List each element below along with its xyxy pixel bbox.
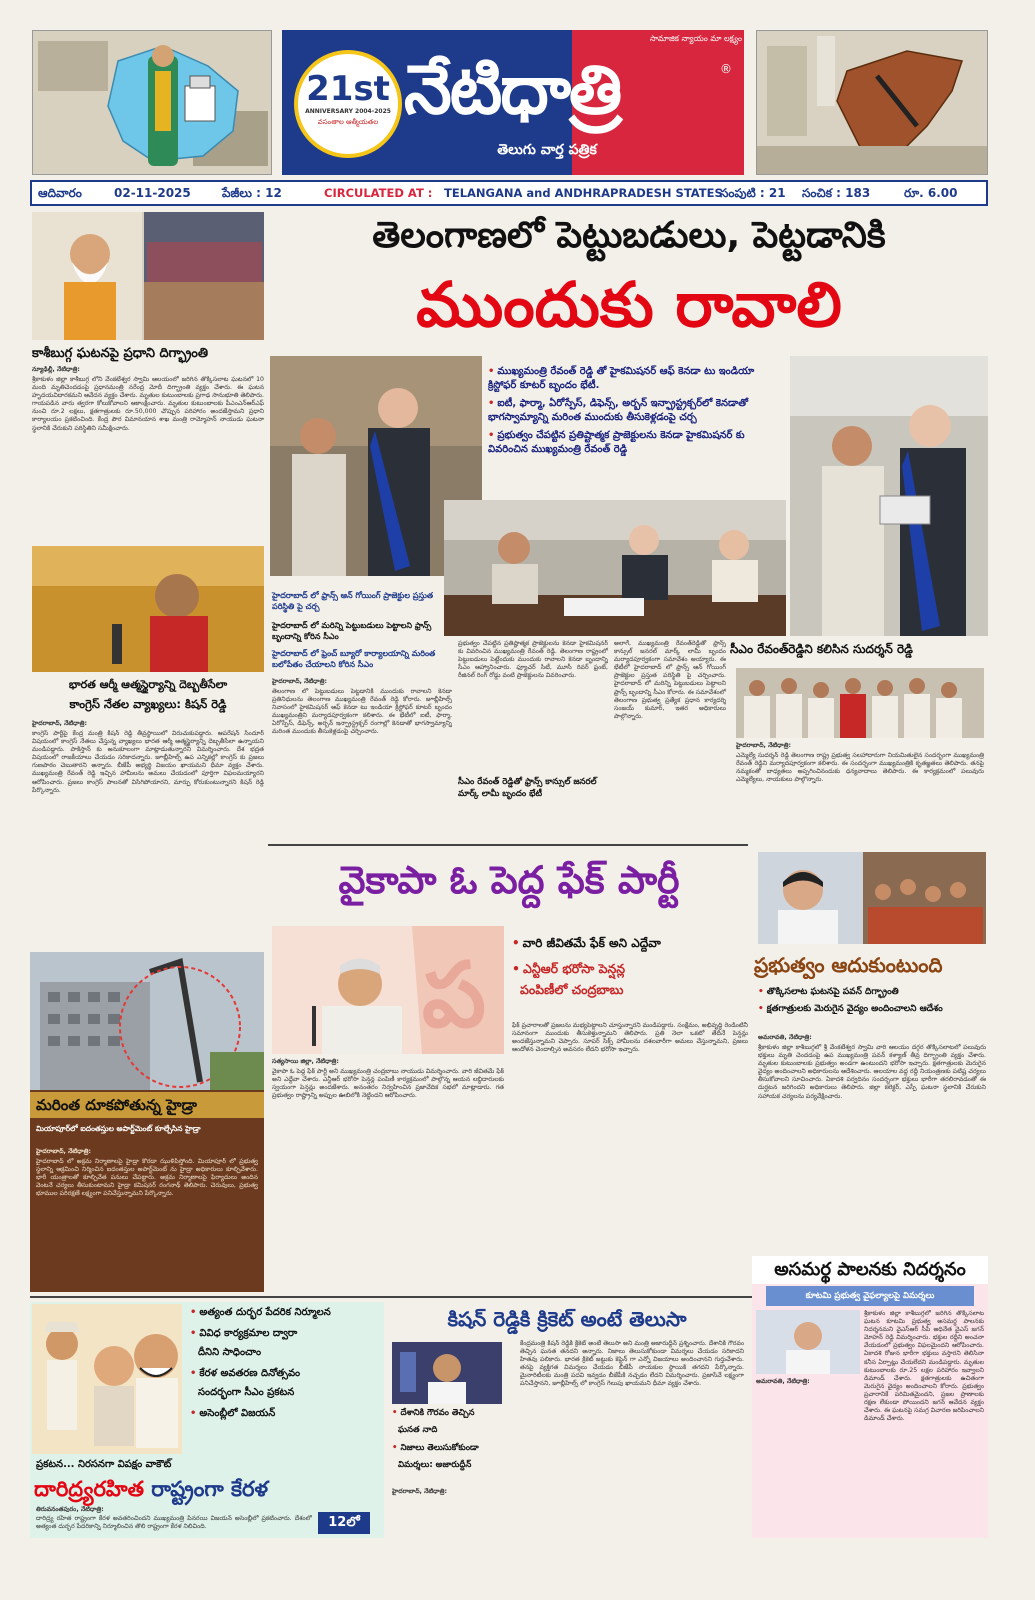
anniversary-badge <box>294 50 402 158</box>
hydra-headline: మరింత దూకపోతున్న హైడ్రా <box>30 1092 264 1118</box>
circulated-states: TELANGANA and ANDHRAPRADESH STATES <box>444 186 723 200</box>
lead-body-3: అలాగే, ముఖ్యమంత్రి రేవంత్‌రెడ్డితో ఫ్రాన్స్ కాన్సుల్ జనరల్ మార్క్ లామీ బృందం మర్యాదపూర్వకంగా సమావేశం అయ్యారు. ఈ భేటీలో హైదరాబాద్ లో ఫ్రాన్స్ ఆన్ గోయింగ్ ప్రాజెక్టుల ప్రస్తుత పరిస్థితి పై చర్చించారు. హైదరాబాద్ లో మరిన్ని పెట్టుబడులు పెట్టాలని ఫ్రాన్స్ బృందాన్ని సీఎం కోరారు. ఈ సమావేశంలో తెలంగాణ ప్రభుత్వ ప్రత్యేక ప్రధాన కార్యదర్శి సంజయ్ కుమార్, ఇతర అధికారులు పాల్గొన్నారు. <box>614 640 726 720</box>
lead-body-1: తెలంగాణ లో పెట్టుబడులు పెట్టడానికి ముందుకు రావాలని కెనడా ప్రతినిధులను తెలంగాణ ముఖ్యమంత్రి రేవంత్ రెడ్డి కోరారు. జూబ్లీహిల్స్ నివాసంలో హైకమిషనర్ ఆఫ్ కెనడా టు ఇండియా క్రిస్టోఫర్ కూటర్ బృందం ముఖ్యమంత్రిని మర్యాదపూర్వకంగా కలిశారు. ఈ భేటీలో ఐటీ, ఫార్మా, ఏరోస్పేస్, డిఫెన్స్, అర్బన్ ఇన్ఫ్రాస్ట్రక్చర్ రంగాల్లో కెనడాతో భాగస్వామ్యాన్ని మరింత ముందుకు తీసుకెళ్లడంపై చర్చించారు. <box>272 688 452 736</box>
kerala-bullet-2-cont: దీనిని సాధించాం <box>198 1347 262 1358</box>
lead-body-2: ప్రభుత్వం చేపట్టిన ప్రతిష్టాత్మక ప్రాజెక్టులను కెనడా హైకమిషనర్ కు వివరించిన ముఖ్యమంత్రి రేవంత్ రెడ్డి. తెలంగాణ రాష్ట్రంలో పెట్టుబడులు పెట్టేందుకు ముందుకు రావాలని కెనడా బృందాన్ని సీఎం ఆహ్వానించారు. ఫ్యూచర్ సిటీ, మూసీ రివర్ ఫ్రంట్, రీజినల్ రింగ్ రోడ్డు వంటి ప్రాజెక్టులను వివరించారు. <box>458 640 608 680</box>
fake-party-bullet-2-line2: పంపిణీలో చంద్రబాబు <box>520 982 624 997</box>
fake-party-bullet-2 <box>512 962 748 1001</box>
lead-bullets <box>488 365 784 457</box>
modi-photo <box>32 212 264 340</box>
azhar-bullet-1-cont: ఘనత నాది <box>398 1425 438 1435</box>
kerala-cartoon-illustration <box>32 1304 182 1454</box>
fake-party-headline: వైకాపా ఓ పెద్ద ఫేక్ పార్టీ <box>338 858 680 902</box>
issue-number: సంచిక : 183 <box>802 186 871 200</box>
registered-mark: ® <box>720 62 732 76</box>
fake-party-body-2: ఫేక్ ప్రచారాలతో ప్రజలను మభ్యపెట్టాలని చూస్తున్నారని మండిపడ్డారు. సంక్షేమం, అభివృద్ధి రెండింటినీ సమానంగా ముందుకు తీసుకెళ్తున్నామని తెలిపారు. ప్రతి నెలా ఒకటో తేదీనే పెన్షన్లు అందజేస్తున్నామని చెప్పారు. సూపర్ సిక్స్ హామీలను దశలవారీగా అమలు చేస్తున్నామని, ప్రజలు ఆందోళన చెందాల్సిన అవసరం లేదని భరోసా ఇచ్చారు. <box>512 1022 748 1054</box>
pawan-headline: ప్రభుత్వం ఆదుకుంటుంది <box>754 953 943 977</box>
kerala-bullet-3: • కేరళ అవతరణ దినోత్సవం <box>190 1367 382 1380</box>
kerala-story <box>30 1302 384 1538</box>
lead-headline-small: తెలంగాణలో పెట్టుబడులు, పెట్టడానికి <box>372 215 886 256</box>
lead-subhead-3: హైదరాబాద్ లో ఫ్రెంచ్ బ్యూరో కార్యాలయాన్ని మరింత బలోపేతం చేయాలని కోరిన సీఎం <box>272 649 436 669</box>
fake-party-bullet-1-text: • వారి జీవితమే ఫేక్ అని ఎద్దేవా <box>512 936 748 950</box>
kishan-story-body: కాంగ్రెస్ పార్టీపై కేంద్ర మంత్రి కిషన్ రెడ్డి తీవ్రస్థాయిలో విరుచుకుపడ్డారు. ఆపరేషన్ సిందూర్ విషయంలో కాంగ్రెస్ నేతలు చేస్తున్న వ్యాఖ్యలు భారత ఆర్మీ ఆత్మస్థైర్యాన్ని దెబ్బతీసేలా ఉన్నాయని మండిపడ్డారు. పాకిస్తాన్ కు అనుకూలంగా మాట్లాడుతున్నారని విమర్శించారు. దేశ భద్రత విషయంలో రాజకీయాలు చేయడం సరికాదన్నారు. జూబ్లీహిల్స్ ఉప ఎన్నికల్లో కాంగ్రెస్ కు ప్రజలు గుణపాఠం చెబుతారని అన్నారు. బీజేపీ అభ్యర్థి విజయం ఖాయమని ధీమా వ్యక్తం చేశారు. ముఖ్యమంత్రి రేవంత్ రెడ్డి ఇచ్చిన హామీలను అమలు చేయడంలో పూర్తిగా విఫలమయ్యారని ఆరోపించారు. ప్రజలు కాంగ్రెస్ పాలనతో విసిగిపోయారని, మార్పు కోరుకుంటున్నారని కిషన్ రెడ్డి పేర్కొన్నారు. <box>32 730 264 794</box>
kerala-headline-blue: రాష్ట్రంగా కేరళ <box>151 1477 269 1501</box>
kerala-bullets <box>190 1306 382 1420</box>
sudarshan-group-photo <box>736 668 984 738</box>
kishan-reddy-photo <box>32 546 264 672</box>
sudarshan-dateline: హైదరాబాద్, నేటిధాత్రి: <box>736 742 791 749</box>
volume: సంపుటి : 21 <box>720 186 786 200</box>
pawan-bullet-1: • తొక్కిసలాట ఘటనపై పవన్ దిగ్భ్రాంతి <box>758 986 986 998</box>
fake-party-bullet-1 <box>512 936 748 950</box>
modi-story-body: శ్రీకాకుళం జిల్లా కాశీబుగ్గ లోని వేంకటేశ్వర స్వామి ఆలయంలో జరిగిన తొక్కిసలాట ఘటనలో 10 మంది మృతిచెందడంపై ప్రధానమంత్రి నరేంద్ర మోదీ దిగ్భ్రాంతి వ్యక్తం చేశారు. ఈ ఘటన హృదయవిదారకమని ఆవేదన వ్యక్తం చేశారు. మృతుల కుటుంబాలకు ప్రగాఢ సానుభూతి తెలిపారు. గాయపడిన వారు త్వరగా కోలుకోవాలని ఆకాంక్షించారు. మృతుల కుటుంబాలకు పీఎంఎన్‌ఆర్ఎఫ్ నుంచి రూ.2 లక్షలు, క్షతగాత్రులకు రూ.50,000 చొప్పున పరిహారం అందజేస్తామని ప్రధాని కార్యాలయం ప్రకటించింది. కేంద్ర పౌర విమానయాన శాఖ మంత్రి రామ్మోహన్ నాయుడు ఘటనా స్థలానికి చేరుకుని పరిస్థితిని సమీక్షించారు. <box>32 376 264 432</box>
logo-block <box>282 30 744 175</box>
pawan-bullet-2: • క్షతగాత్రులకు మెరుగైన వైద్యం అందించాలని ఆదేశం <box>758 1003 986 1015</box>
hydra-demolition-photo <box>30 952 264 1090</box>
kerala-bullet-4: • అసెంబ్లీలో విజయన్ <box>190 1407 382 1420</box>
hydra-dateline: హైదరాబాద్, నేటిధాత్రి: <box>36 1148 91 1155</box>
azhar-headline: కిషన్ రెడ్డికి క్రికెట్ అంటే తెలుసా <box>447 1307 687 1331</box>
hydra-subhead: మియాపూర్‌లో ఐదంతస్తుల అపార్ట్‌మెంట్ కూల్చేసిన హైడ్రా <box>36 1124 201 1133</box>
kerala-headline-red: దారిద్ర్యరహిత <box>34 1477 144 1501</box>
lead-subhead-2: హైదరాబాద్ లో మరిన్ని పెట్టుబడులు పెట్టాలని ఫ్రాన్స్ బృందాన్ని కోరిన సీఎం <box>272 621 432 641</box>
lead-subhead-1: హైదరాబాద్ లో ఫ్రాన్స్ ఆన్ గోయింగ్ ప్రాజెక్టుల ప్రస్తుత పరిస్థితి పై చర్చ <box>272 591 434 611</box>
azhar-bullets <box>392 1408 516 1472</box>
fake-party-dateline: సత్యసాయి జిల్లా, నేటిధాత్రి: <box>272 1058 339 1065</box>
chandrababu-photo <box>272 926 504 1054</box>
pawan-bullets <box>758 986 986 1015</box>
badge-main: 21st <box>306 69 390 109</box>
hydra-story <box>30 952 264 1292</box>
kerala-headline <box>34 1474 384 1504</box>
azhar-bullet-2: • నిజాలు తెలుసుకోకుండా <box>392 1443 516 1454</box>
kerala-bullet-4-cont: ప్రకటన... నిరసనగా విపక్షం వాకౌట్ <box>36 1459 172 1470</box>
hydra-body: హైదరాబాద్ లో అక్రమ నిర్మాణాలపై హైడ్రా కొరడా ఝుళిపిస్తోంది. మియాపూర్ లో ప్రభుత్వ స్థలాన్ని ఆక్రమించి నిర్మించిన ఐదంతస్తుల అపార్ట్‌మెంట్ ను హైడ్రా అధికారులు కూల్చివేశారు. భారీ యంత్రాలతో కూల్చివేత పనులు చేపట్టారు. అక్రమ నిర్మాణాలపై ఫిర్యాదులు అందిన వెంటనే చర్యలు తీసుకుంటామని హైడ్రా కమిషనర్ రంగనాథ్ తెలిపారు. చెరువులు, ప్రభుత్వ భూముల పరిరక్షణే లక్ష్యంగా పనిచేస్తున్నామని పేర్కొన్నారు. <box>36 1158 258 1198</box>
jagan-subhead: కూటమి ప్రభుత్వ వైఫల్యాలపై విమర్శలు <box>766 1286 974 1306</box>
kerala-bullet-1: • అత్యంత దుర్భర పేదరిక నిర్మూలన <box>190 1306 382 1319</box>
fake-party-body-1: వైకాపా ఓ పెద్ద ఫేక్ పార్టీ అని ముఖ్యమంత్రి చంద్రబాబు నాయుడు విమర్శించారు. వారి జీవితమే ఫేక్ అని ఎద్దేవా చేశారు. ఎన్టీఆర్ భరోసా పెన్షన్ల పంపిణీ కార్యక్రమంలో పాల్గొన్న ఆయన లబ్ధిదారులకు స్వయంగా పెన్షన్లు అందజేశారు. అనంతరం నిర్వహించిన ప్రజావేదిక సభలో మాట్లాడారు. గత ప్రభుత్వం రాష్ట్రాన్ని అప్పుల ఊబిలోకి నెట్టిందని ఆరోపించారు. <box>272 1068 504 1100</box>
kerala-dateline: తిరువనంతపురం, నేటిధాత్రి: <box>36 1506 104 1513</box>
azhar-bullet-1: • దేశానికి గౌరవం తెచ్చిన <box>392 1408 516 1419</box>
circulated-label: CIRCULATED AT : <box>324 186 433 200</box>
masthead-subtitle: తెలుగు వార్త పత్రిక <box>497 142 597 158</box>
lead-bullet-3: • ప్రభుత్వం చేపట్టిన ప్రతిష్టాత్మక ప్రాజెక్టులను కెనడా హైకమిషనర్ కు వివరించిన ముఖ్యమంత్రి రేవంత్ రెడ్డి <box>488 429 784 457</box>
kishan-story-dateline: హైదరాబాద్, నేటిధాత్రి: <box>32 720 87 727</box>
masthead-title: నేటిధాత్రి <box>404 51 621 130</box>
kerala-bullet-2: • వివిధ కార్యక్రమాల ద్వారా <box>190 1327 382 1340</box>
pawan-kalyan-photo <box>758 852 986 944</box>
modi-story-headline: కాశీబుగ్గ ఘటనపై ప్రధాని దిగ్భ్రాంతి <box>32 346 209 361</box>
issue-date: 02-11-2025 <box>114 186 191 200</box>
jagan-photo <box>756 1310 860 1374</box>
kishan-story-headline-1: భారత ఆర్మీ ఆత్మస్థైర్యాన్ని దెబ్బతీసేలా <box>68 678 228 691</box>
jagan-dateline: అమరావతి, నేటిధాత్రి: <box>756 1378 810 1385</box>
price: రూ. 6.00 <box>904 186 958 200</box>
pawan-dateline: అమరావతి, నేటిధాత్రి: <box>758 1034 812 1041</box>
masthead-tagline: సామాజిక న్యాయం మా లక్ష్యం <box>649 34 742 43</box>
jagan-story <box>752 1256 988 1538</box>
lead-dateline: హైదరాబాద్, నేటిధాత్రి: <box>272 678 327 685</box>
telangana-map-illustration <box>32 30 272 175</box>
cm-canada-photo-2 <box>790 356 988 636</box>
pawan-body: శ్రీకాకుళం జిల్లా కాశీబుగ్గలో శ్రీ వేంకటేశ్వర స్వామి వారి ఆలయం దగ్గర తొక్కిసలాటలో పలువురు భక్తులు మృతి చెందడంపై ఉప ముఖ్యమంత్రి పవన్ కళ్యాణ్ తీవ్ర దిగ్భ్రాంతి వ్యక్తం చేశారు. మృతుల కుటుంబాలకు ప్రభుత్వం అండగా ఉంటుందని భరోసా ఇచ్చారు. క్షతగాత్రులకు మెరుగైన వైద్యం అందించాలని అధికారులను ఆదేశించారు. ఆలయాల వద్ద రద్దీ నియంత్రణకు పటిష్ట చర్యలు తీసుకోవాలని సూచించారు. ఏకాదశి పర్వదినం సందర్భంగా భక్తులు భారీగా తరలిరావడంతో ఈ దుర్ఘటన జరిగిందని అధికారులు తెలిపారు. జిల్లా కలెక్టర్, ఎస్పీ ఘటనా స్థలానికి చేరుకుని సహాయక చర్యలను పర్యవేక్షించారు. <box>758 1044 986 1100</box>
issue-day: ఆదివారం <box>38 186 82 200</box>
kishan-story-headline-2: కాంగ్రెస్ నేతల వ్యాఖ్యలు: కిషన్ రెడ్డి <box>69 697 227 711</box>
cm-france-meeting-photo <box>444 500 786 636</box>
badge-telugu: వసంతాల ఆత్మీయతల <box>317 118 379 126</box>
kerala-page-ref[interactable]: 12లో <box>318 1512 370 1534</box>
badge-sub: ANNIVERSARY 2004-2025 <box>305 108 391 115</box>
kerala-body: దారిద్ర్య రహిత రాష్ట్రంగా కేరళ అవతరించిందని ముఖ్యమంత్రి పినరయి విజయన్ అసెంబ్లీలో ప్రకటించారు. దేశంలో అత్యంత దుర్భర పేదరికాన్ని నిర్మూలించిన తొలి రాష్ట్రంగా కేరళ నిలిచింది. <box>36 1515 312 1531</box>
azhar-bullet-2-cont: విమర్శలు: అజారుద్దీన్ <box>398 1460 472 1470</box>
section-divider <box>268 844 748 846</box>
page-count: పేజీలు : 12 <box>222 186 282 200</box>
lead-subhead-4: సీఎం రేవంత్ రెడ్డితో ఫ్రాన్స్ కాన్సుల్ జనరల్ మార్క్ లామీ బృందం భేటీ <box>458 777 597 799</box>
info-bar <box>30 180 988 206</box>
azhar-dateline: హైదరాబాద్, నేటిధాత్రి: <box>392 1488 447 1495</box>
sudarshan-body: ఎమ్మెల్యే సుదర్శన్ రెడ్డి తెలంగాణ రాష్ట్ర ప్రభుత్వ సలహాదారుగా నియమితులైన సందర్భంగా ముఖ్యమంత్రి రేవంత్ రెడ్డిని మర్యాదపూర్వకంగా కలిశారు. ఈ సందర్భంగా ముఖ్యమంత్రికి కృతజ్ఞతలు తెలిపారు. తనపై నమ్మకంతో బాధ్యతలు అప్పగించినందుకు ధన్యవాదాలు తెలిపారు. ఈ కార్యక్రమంలో పలువురు ఎమ్మెల్యేలు, నాయకులు పాల్గొన్నారు. <box>736 752 984 784</box>
modi-story-dateline: న్యూఢిల్లీ, నేటిధాత్రి: <box>32 366 80 373</box>
andhra-map-illustration <box>756 30 988 175</box>
lead-bullet-1: • ముఖ్యమంత్రి రేవంత్ రెడ్డి తో హైకమిషనర్ ఆఫ్ కెనడా టు ఇండియా క్రిస్టోఫర్ కూటర్ బృందం భేటీ. <box>488 365 784 393</box>
lead-bullet-2: • ఐటీ, ఫార్మా, ఏరోస్పేస్, డిఫెన్స్, అర్బన్ ఇన్ఫ్రాస్ట్రక్చర్‌లో కెనడాతో భాగస్వామ్యాన్ని మరింత ముందుకు తీసుకెళ్లడంపై చర్చ <box>488 397 784 425</box>
kerala-bullet-3-cont: సందర్భంగా సీఎం ప్రకటన <box>198 1387 295 1398</box>
fake-party-bullet-2-line1: • ఎన్టీఆర్ భరోసా పెన్షన్ల <box>512 962 748 976</box>
jagan-headline: అసమర్థ పాలనకు నిదర్శనం <box>752 1256 988 1284</box>
masthead <box>0 0 1035 205</box>
svg-text:ప: ప <box>422 943 486 1048</box>
azhar-body: కేంద్రమంత్రి కిషన్ రెడ్డికి క్రికెట్ అంటే తెలుసా అని మంత్రి అజారుద్దీన్ ప్రశ్నించారు. దేశానికి గౌరవం తెచ్చిన ఘనత తనదని అన్నారు. నిజాలు తెలుసుకోకుండా విమర్శలు చేయడం సరికాదని హితవు పలికారు. భారత క్రికెట్ జట్టుకు కెప్టెన్ గా ఎన్నో విజయాలు అందించానని గుర్తుచేశారు. తనపై వ్యక్తిగత విమర్శలు చేయడం బీజేపీ నాయకుల స్థాయికి తగదని పేర్కొన్నారు. మైనారిటీలకు మంత్రి పదవి ఇవ్వడం బీజేపీకి నచ్చడం లేదని విమర్శించారు. ప్రజాసేవే లక్ష్యంగా పనిచేస్తానని, జూబ్లీహిల్స్ లో కాంగ్రెస్ గెలుపు ఖాయమని ధీమా వ్యక్తం చేశారు. <box>520 1340 744 1388</box>
jagan-body: శ్రీకాకుళం జిల్లా కాశీబుగ్గలో జరిగిన తొక్కిసలాట ఘటన కూటమి ప్రభుత్వ అసమర్థ పాలనకు నిదర్శనమని వైఎస్ఆర్ సీపీ అధినేత వైఎస్ జగన్ మోహన్ రెడ్డి విమర్శించారు. భక్తుల రద్దీని అంచనా వేయడంలో ప్రభుత్వం విఫలమైందని ఆరోపించారు. ఏకాదశి రోజున భారీగా భక్తులు వస్తారని తెలిసినా కనీస ఏర్పాట్లు చేయలేదని మండిపడ్డారు. మృతుల కుటుంబాలకు రూ.25 లక్షల పరిహారం ఇవ్వాలని డిమాండ్ చేశారు. క్షతగాత్రులకు ఉచితంగా మెరుగైన వైద్యం అందించాలని కోరారు. ప్రభుత్వం ప్రచారానికే పరిమితమైందని, ప్రజల ప్రాణాలకు రక్షణ లేకుండా పోయిందని జగన్ ఆవేదన వ్యక్తం చేశారు. ఈ ఘటనపై సమగ్ర విచారణ జరిపించాలని డిమాండ్ చేశారు. <box>864 1310 984 1423</box>
sudarshan-headline: సీఎం రేవంత్‌రెడ్డిని కలిసిన సుదర్శన్ రెడ్డి <box>730 642 913 656</box>
azharuddin-photo <box>392 1342 502 1404</box>
lead-headline-big: ముందుకు రావాలి <box>416 268 842 341</box>
